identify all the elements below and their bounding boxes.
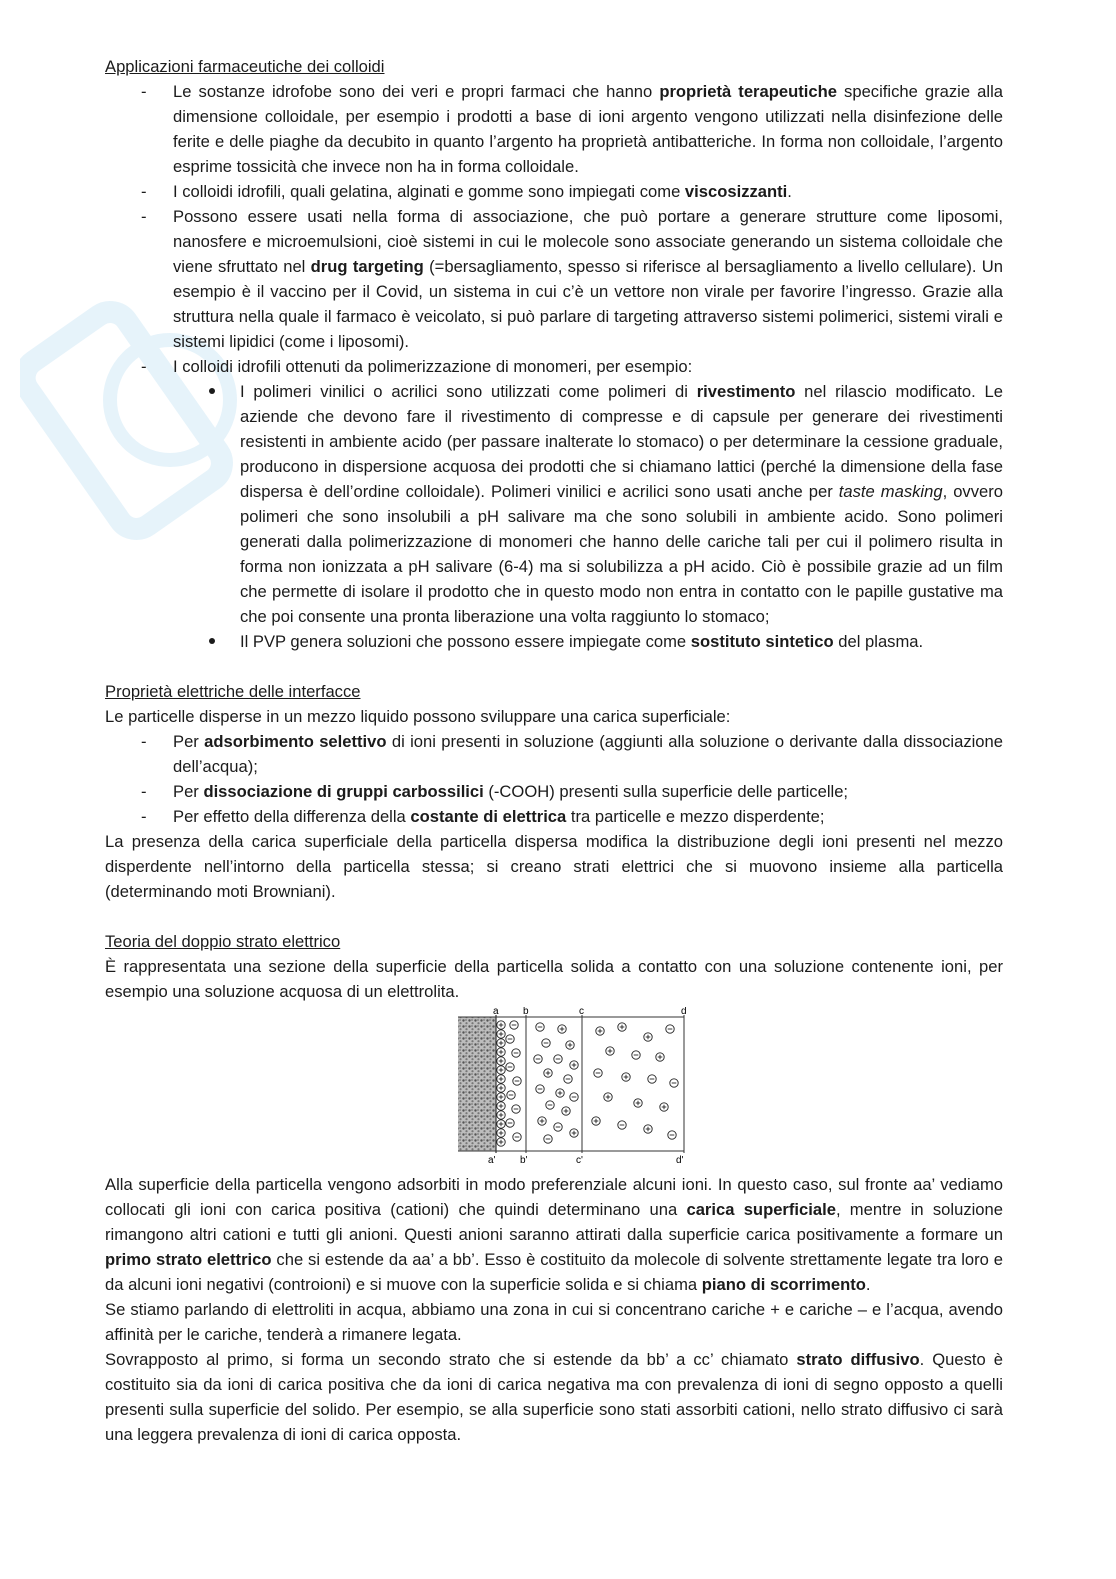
text: I colloidi idrofili, quali gelatina, alginati e gomme sono impiegati come	[173, 182, 685, 201]
list-item	[105, 804, 1003, 829]
bold-text: drug targeting	[310, 257, 424, 276]
text: .	[787, 182, 792, 201]
text: (=bersagliamento, spesso si riferisce al bersagliamento a livello cellulare). Un esempio è il vaccino per il Covid, un sistema in cui c’è un vettore non virale per favorire l’ingresso. Grazie alla struttura nella quale il farmaco è veicolato, si può parlare di targeting attraverso sistemi polimerici, sistemi virali e sistemi lipidici (come i liposomi).	[173, 257, 1003, 351]
paragraph: È rappresentata una sezione della superficie della particella solida a contatto con una soluzione contenente ioni, per esempio una soluzione acquosa di un elettrolita.	[105, 957, 1003, 1001]
paragraph: La presenza della carica superficiale della particella dispersa modifica la distribuzione degli ioni presenti nel mezzo disperdente nell’intorno della particella stessa; si creano strati elettrici che si muovono insieme alla particella (determinando moti Browniani).	[105, 832, 1003, 901]
list-item	[105, 79, 1003, 179]
text: Alla superficie della particella vengono adsorbiti in modo preferenziale alcuni ioni. In questo caso, sul fronte aa’ vediamo collocati gli ioni con carica positiva (cationi) che quindi determinano una	[105, 1175, 1003, 1219]
text: , ovvero polimeri che sono insolubili a pH salivare ma che sono solubili in ambiente acido. Sono polimeri generati dalla polimerizzazione di monomeri che hanno delle cariche tali per cui il polimero risulta in forma non ionizzata a pH salivare (6-4) ma si solubilizza a pH acido. Ciò è possibile grazie ad un film che permette di isolare il prodotto che in questo modo non entra in contatto con le papille gustative ma che poi consente una pronta liberazione una volta raggiunto lo stomaco;	[240, 482, 1004, 626]
label-b: b	[523, 1007, 529, 1017]
text: Le sostanze idrofobe sono dei veri e propri farmaci che hanno	[173, 82, 660, 101]
section-heading: Applicazioni farmaceutiche dei colloidi	[105, 57, 385, 76]
paragraph	[105, 1347, 1003, 1447]
solid-surface	[458, 1017, 496, 1151]
text: Per	[173, 782, 204, 801]
bold-text: adsorbimento selettivo	[204, 732, 387, 751]
text: I colloidi idrofili ottenuti da polimerizzazione di monomeri, per esempio:	[173, 357, 693, 376]
text: Possono essere usati nella forma di associazione, che può portare a generare strutture come liposomi, nanosfere e microemulsioni, cioè sistemi in cui le molecole sono associate generando un sistema colloidale che viene sfruttato nel	[173, 207, 1003, 276]
text: Il PVP genera soluzioni che possono essere impiegate come	[240, 632, 691, 651]
paragraph: Se stiamo parlando di elettroliti in acqua, abbiamo una zona in cui si concentrano cariche + e cariche – e l’acqua, avendo affinità per le cariche, tenderà a rimanere legata.	[105, 1300, 1003, 1344]
label-b-prime: b'	[520, 1155, 528, 1166]
list-item	[105, 779, 1003, 804]
text: Per	[173, 732, 205, 751]
double-layer-diagram	[450, 1007, 700, 1167]
bold-text: rivestimento	[696, 382, 796, 401]
text: del plasma.	[833, 632, 924, 651]
ions-group	[497, 1021, 678, 1146]
list-item	[105, 729, 1003, 779]
section-heading: Proprietà elettriche delle interfacce	[105, 682, 361, 701]
text: Per effetto della differenza della	[173, 807, 411, 826]
list-item	[105, 354, 1003, 379]
text: Sovrapposto al primo, si forma un secondo strato che si estende da bb’ a cc’ chiamato	[105, 1350, 797, 1369]
bold-text: primo strato elettrico	[105, 1250, 272, 1269]
bullet-item	[105, 379, 1003, 629]
text: . Questo è costituito sia da ioni di carica positiva che da ioni di carica negativa ma con prevalenza di ioni di segno opposto a quelli presenti sulla superficie del solido. Per esempio, se alla superficie sono stati assorbiti cationi, nello strato diffusivo ci sarà una leggera prevalenza di ioni di carica opposta.	[105, 1350, 1003, 1444]
text: specifiche grazie alla dimensione colloidale, per esempio i prodotti a base di ioni argento vengono utilizzati nella disinfezione delle ferite e delle piaghe da decubito in quanto l’argento ha proprietà antibatteriche. In forma non colloidale, l’argento esprime tossicità che invece non ha in forma colloidale.	[173, 82, 1003, 176]
document-content	[105, 54, 1003, 1447]
text: di ioni presenti in soluzione (aggiunti alla soluzione o derivante dalla dissociazione dell’acqua);	[173, 732, 1003, 776]
text: tra particelle e mezzo disperdente;	[566, 807, 825, 826]
text: nel rilascio modificato. Le aziende che devono fare il rivestimento di compresse e di capsule per generare dei rivestimenti resistenti in ambiente acido (per passare inalterate lo stomaco) o per determinare la cessione graduale, producono in dispersione acquosa dei prodotti che si chiamano lattici (perché la dimensione della fase dispersa è dell’ordine colloidale). Polimeri vinilici e acrilici sono usati anche per	[240, 382, 1003, 501]
bold-text: carica superficiale	[686, 1200, 836, 1219]
double-layer-figure	[105, 1007, 1003, 1167]
paragraph: Le particelle disperse in un mezzo liquido possono sviluppare una carica superficiale:	[105, 707, 731, 726]
label-d-prime: d'	[676, 1155, 684, 1166]
bullet-item	[105, 629, 1003, 654]
label-d: d	[681, 1007, 687, 1017]
bold-text: piano di scorrimento	[701, 1275, 866, 1294]
text: che si estende da aa’ a bb’. Esso è costituito da molecole di solvente strettamente legate tra loro e da alcuni ioni negativi (controioni) e si muove con la superficie solida e si chiama	[105, 1250, 1003, 1294]
italic-text: taste masking	[838, 482, 943, 501]
label-c: c	[579, 1007, 584, 1017]
bold-text: strato diffusivo	[796, 1350, 920, 1369]
bold-text: costante di elettrica	[410, 807, 567, 826]
bold-text: proprietà terapeutiche	[659, 82, 837, 101]
dash-list	[105, 729, 1003, 829]
paragraph	[105, 1172, 1003, 1297]
dash-list	[105, 79, 1003, 379]
text: .	[865, 1275, 871, 1294]
bold-text: dissociazione di gruppi carbossilici	[203, 782, 484, 801]
bold-text: viscosizzanti	[684, 182, 788, 201]
list-item	[105, 204, 1003, 354]
section-heading: Teoria del doppio strato elettrico	[105, 932, 341, 951]
label-c-prime: c'	[576, 1155, 583, 1166]
text: I polimeri vinilici o acrilici sono utilizzati come polimeri di	[240, 382, 697, 401]
bullet-list	[105, 379, 1003, 654]
label-a: a	[493, 1007, 499, 1017]
label-a-prime: a'	[488, 1155, 496, 1166]
text: (-COOH) presenti sulla superficie delle particelle;	[483, 782, 849, 801]
bold-text: sostituto sintetico	[690, 632, 834, 651]
list-item	[105, 179, 1003, 204]
text: , mentre in soluzione rimangono altri cationi e tutti gli anioni. Questi anioni saranno attirati dalla superficie carica positivamente a formare un	[105, 1200, 1003, 1244]
